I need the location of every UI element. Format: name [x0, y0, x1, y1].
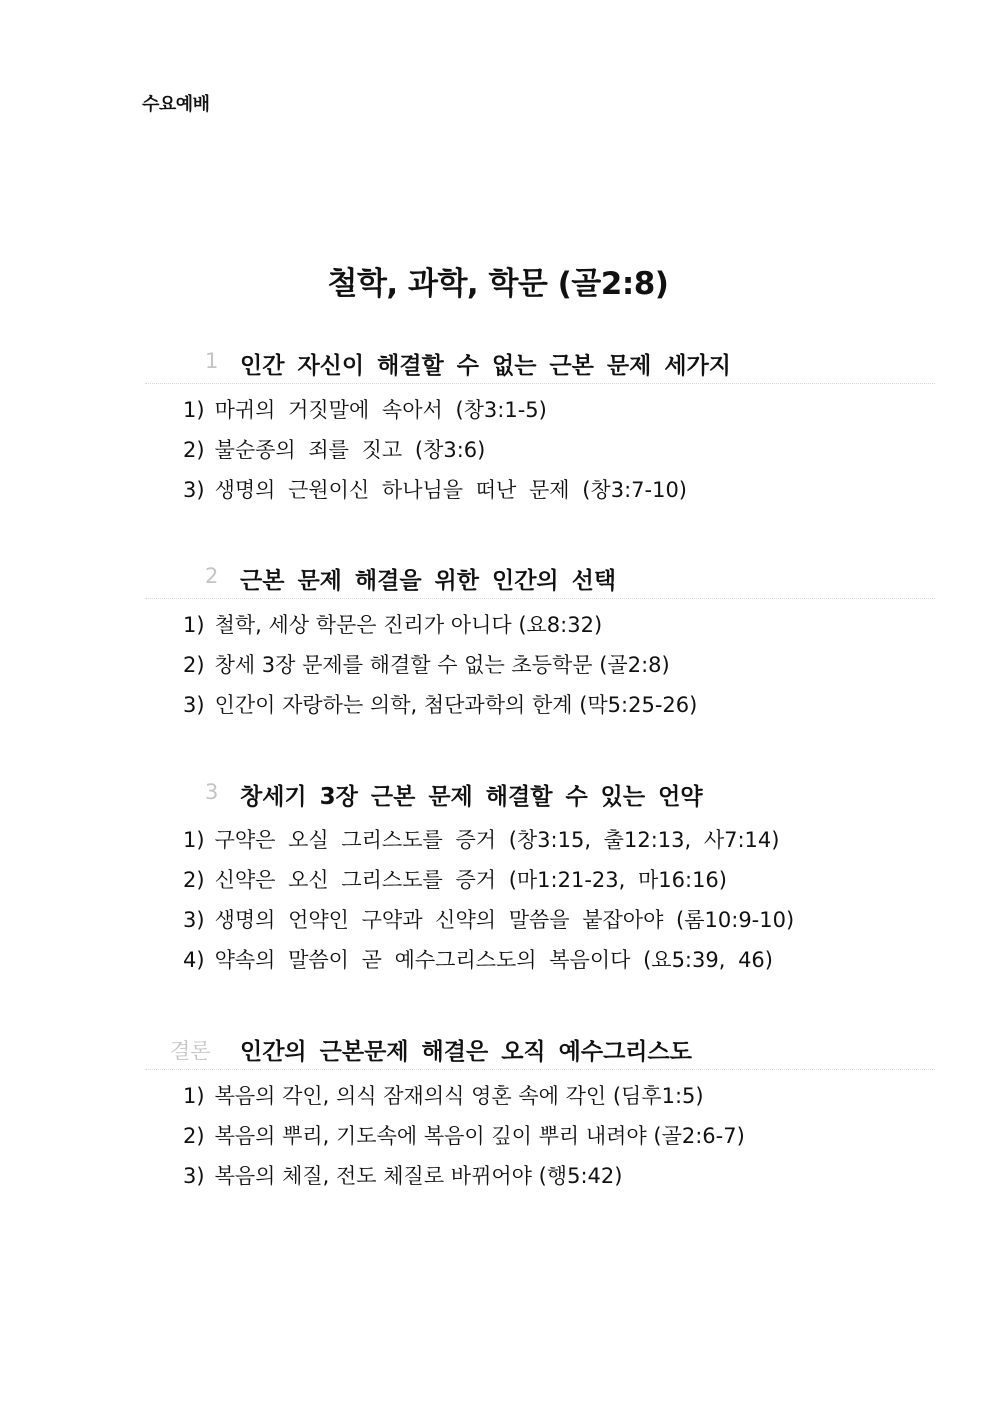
item-text: 생명의 근원이신 하나님을 떠난 문제 (창3:7-10)	[214, 478, 687, 502]
section-title: 근본 문제 해결을 위한 인간의 선택	[240, 568, 617, 594]
section-1	[0, 343, 996, 510]
list-item	[183, 430, 996, 470]
item-text: 약속의 말씀이 곧 예수그리스도의 복음이다 (요5:39, 46)	[214, 948, 773, 972]
item-text: 불순종의 죄를 짓고 (창3:6)	[214, 438, 486, 462]
section-3	[0, 774, 996, 980]
section-number: 2	[205, 564, 219, 588]
document-title: 철학, 과학, 학문 (골2:8)	[327, 266, 669, 302]
list-item	[183, 685, 996, 725]
list-item	[183, 1156, 996, 1196]
item-number: 1)	[183, 613, 205, 637]
section-list	[183, 1076, 996, 1196]
section-number: 결론	[170, 1039, 211, 1063]
item-text: 복음의 뿌리, 기도속에 복음이 깊이 뿌리 내려야 (골2:6-7)	[214, 1124, 745, 1148]
list-item	[183, 1076, 996, 1116]
section-list	[183, 820, 996, 980]
section-heading	[145, 1029, 935, 1070]
list-item	[183, 820, 996, 860]
item-text: 생명의 언약인 구약과 신약의 말씀을 붙잡아야 (롬10:9-10)	[214, 908, 795, 932]
section-title: 인간의 근본문제 해결은 오직 예수그리스도	[240, 1039, 692, 1065]
section-title: 창세기 3장 근본 문제 해결할 수 있는 언약	[240, 784, 703, 810]
item-number: 3)	[183, 693, 205, 717]
item-number: 2)	[183, 868, 205, 892]
list-item	[183, 470, 996, 510]
section-list	[183, 390, 996, 510]
item-number: 1)	[183, 828, 205, 852]
section-list	[183, 605, 996, 725]
item-number: 1)	[183, 398, 205, 422]
list-item	[183, 645, 996, 685]
section-number: 1	[205, 349, 219, 373]
item-number: 3)	[183, 908, 205, 932]
section-heading	[145, 558, 935, 599]
item-text: 철학, 세상 학문은 진리가 아니다 (요8:32)	[214, 613, 603, 637]
section-title: 인간 자신이 해결할 수 없는 근본 문제 세가지	[240, 353, 731, 379]
item-text: 인간이 자랑하는 의학, 첨단과학의 한계 (막5:25-26)	[214, 693, 698, 717]
item-text: 마귀의 거짓말에 속아서 (창3:1-5)	[214, 398, 547, 422]
list-item	[183, 900, 996, 940]
list-item	[183, 1116, 996, 1156]
list-item	[183, 860, 996, 900]
item-number: 1)	[183, 1084, 205, 1108]
item-number: 3)	[183, 478, 205, 502]
section-heading	[145, 774, 935, 814]
item-number: 2)	[183, 1124, 205, 1148]
item-text: 구약은 오실 그리스도를 증거 (창3:15, 출12:13, 사7:14)	[214, 828, 780, 852]
item-text: 신약은 오신 그리스도를 증거 (마1:21-23, 마16:16)	[214, 868, 727, 892]
item-number: 2)	[183, 653, 205, 677]
header-label: 수요예배	[142, 94, 210, 115]
item-text: 복음의 체질, 전도 체질로 바뀌어야 (행5:42)	[214, 1164, 623, 1188]
item-text: 복음의 각인, 의식 잠재의식 영혼 속에 각인 (딤후1:5)	[214, 1084, 704, 1108]
item-number: 3)	[183, 1164, 205, 1188]
list-item	[183, 605, 996, 645]
list-item	[183, 390, 996, 430]
item-number: 4)	[183, 948, 205, 972]
item-number: 2)	[183, 438, 205, 462]
item-text: 창세 3장 문제를 해결할 수 없는 초등학문 (골2:8)	[214, 653, 670, 677]
section-number: 3	[205, 780, 219, 804]
section-conclusion	[0, 1029, 996, 1196]
section-2	[0, 558, 996, 725]
section-heading	[145, 343, 935, 384]
list-item	[183, 940, 996, 980]
